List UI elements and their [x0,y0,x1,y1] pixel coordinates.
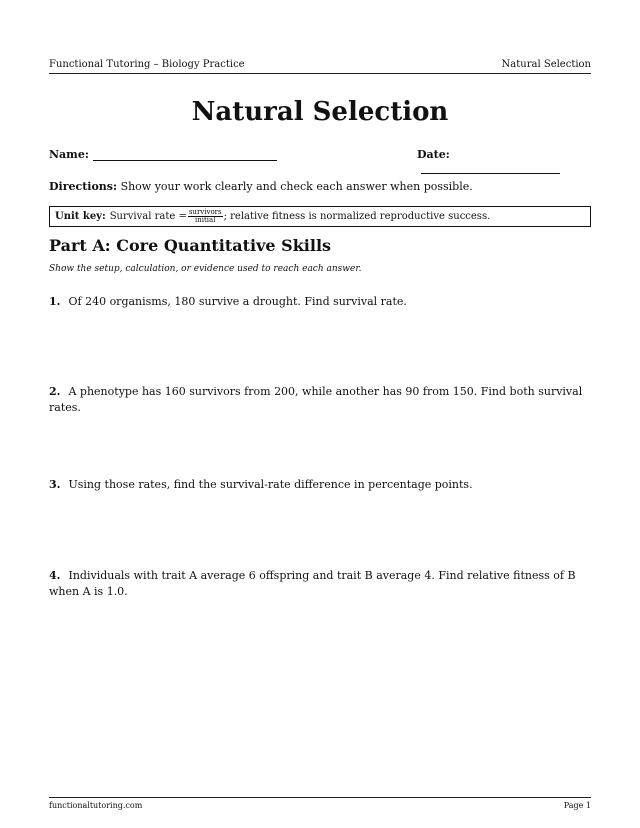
header-left-text: Functional Tutoring – Biology Practice [49,59,245,70]
unit-key-label: Unit key: [55,211,106,222]
question-number: 2. [49,385,61,398]
name-blank-line[interactable] [93,148,277,161]
section-subtitle: Show the setup, calculation, or evidence used to reach each answer. [49,264,362,274]
question-3 [49,477,591,493]
name-label: Name: [49,148,89,161]
question-number: 1. [49,295,61,308]
survival-rate-fraction [188,209,223,224]
name-field [49,148,277,161]
date-blank-line[interactable] [421,161,560,174]
page-title: Natural Selection [191,97,449,127]
question-text: Of 240 organisms, 180 survive a drought. Find survival rate. [68,295,407,308]
unit-key-suffix: ; relative fitness is normalized reproductive success. [223,211,491,222]
question-text: Individuals with trait A average 6 offspring and trait B average 4. Find relative fitness of B when A is 1.0. [49,569,576,598]
question-number: 3. [49,478,61,491]
footer-website: functionaltutoring.com [49,801,143,810]
header-right-text: Natural Selection [501,59,591,70]
question-text: Using those rates, find the survival-rate difference in percentage points. [68,478,473,491]
unit-key-box [49,206,591,227]
section-title: Part A: Core Quantitative Skills [49,236,332,255]
student-info-row [49,148,591,162]
question-2 [49,384,591,416]
date-label: Date: [417,148,450,161]
running-footer [49,797,591,811]
directions-text: Show your work clearly and check each answer when possible. [120,180,473,193]
fraction-numerator: survivors [188,208,222,216]
question-4 [49,568,591,600]
question-1 [49,294,591,310]
footer-page-number: Page 1 [563,801,591,810]
running-header [49,58,591,74]
question-text: A phenotype has 160 survivors from 200, while another has 90 from 150. Find both survival rates. [49,385,583,414]
fraction-denominator: initial [194,216,216,224]
worksheet-page [49,0,591,828]
directions-label: Directions: [49,180,118,193]
date-field [417,148,591,174]
directions [49,180,591,194]
unit-key-prefix: Survival rate = [109,211,187,222]
question-number: 4. [49,569,61,582]
